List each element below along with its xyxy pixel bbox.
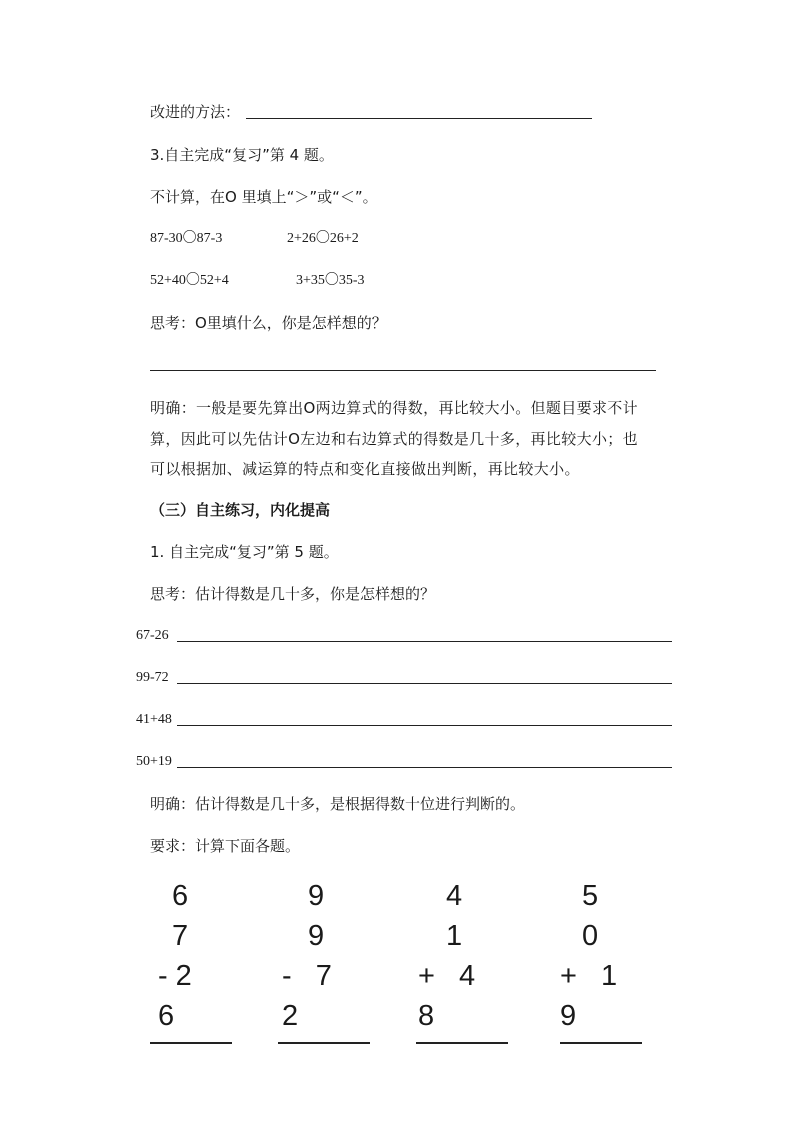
require-text: 要求：计算下面各题。 <box>150 837 301 855</box>
q1-answer-line-3[interactable] <box>177 725 672 726</box>
q3-expr-2: 2+26〇26+2 <box>287 231 359 246</box>
q3-answer-line[interactable] <box>150 370 656 371</box>
vertical-calc-4-top: 5 0 <box>582 880 607 952</box>
vertical-calc-2-bottom: - 7 2 <box>282 960 340 1032</box>
section3-title: （三）自主练习，内化提高 <box>150 501 331 519</box>
clarify2-text: 明确：估计得数是几十多，是根据得数十位进行判断的。 <box>150 795 526 813</box>
q1-answer-line-2[interactable] <box>177 683 672 684</box>
vertical-calc-1-bottom: -2 6 <box>158 960 200 1032</box>
q1-title: 1. 自主完成“复习”第 5 题。 <box>150 543 339 561</box>
q1-expr-2: 99-72 <box>136 670 169 685</box>
vertical-calc-1-answer-line[interactable] <box>150 1042 232 1044</box>
q3-expr-1: 87-30〇87-3 <box>150 231 223 246</box>
q1-answer-line-4[interactable] <box>177 767 672 768</box>
q3-think: 思考：O里填什么，你是怎样想的？ <box>150 314 387 332</box>
q1-answer-line-1[interactable] <box>177 641 672 642</box>
vertical-calc-2-top: 9 9 <box>308 880 333 952</box>
clarify1-line-2: 算，因此可以先估计O左边和右边算式的得数是几十多，再比较大小；也 <box>150 430 639 448</box>
vertical-calc-3-answer-line[interactable] <box>416 1042 508 1044</box>
clarify1-line-3: 可以根据加、减运算的特点和变化直接做出判断，再比较大小。 <box>150 460 580 478</box>
vertical-calc-4-bottom: + 1 9 <box>560 960 626 1032</box>
q1-expr-4: 50+19 <box>136 754 172 769</box>
vertical-calc-4-answer-line[interactable] <box>560 1042 642 1044</box>
q3-expr-4: 3+35〇35-3 <box>296 273 365 288</box>
vertical-calc-3-top: 4 1 <box>446 880 471 952</box>
q1-think: 思考：估计得数是几十多，你是怎样想的？ <box>150 585 436 603</box>
vertical-calc-1 <box>150 876 232 1044</box>
vertical-calc-3-bottom: + 4 8 <box>418 960 484 1032</box>
q1-expr-1: 67-26 <box>136 628 169 643</box>
q1-expr-3: 41+48 <box>136 712 172 727</box>
vertical-calc-2 <box>278 876 370 1044</box>
vertical-calc-4 <box>560 876 642 1044</box>
improve-answer-line[interactable] <box>246 118 592 119</box>
improve-label: 改进的方法： <box>150 103 241 121</box>
q3-title: 3.自主完成“复习”第 4 题。 <box>150 146 334 164</box>
vertical-calc-2-answer-line[interactable] <box>278 1042 370 1044</box>
vertical-calc-3 <box>416 876 508 1044</box>
q3-expr-3: 52+40〇52+4 <box>150 273 229 288</box>
vertical-calc-1-top: 6 7 <box>172 880 197 952</box>
clarify1-line-1: 明确：一般是要先算出O两边算式的得数，再比较大小。但题目要求不计 <box>150 399 639 417</box>
q3-instruction: 不计算，在O 里填上“＞”或“＜”。 <box>150 188 378 206</box>
